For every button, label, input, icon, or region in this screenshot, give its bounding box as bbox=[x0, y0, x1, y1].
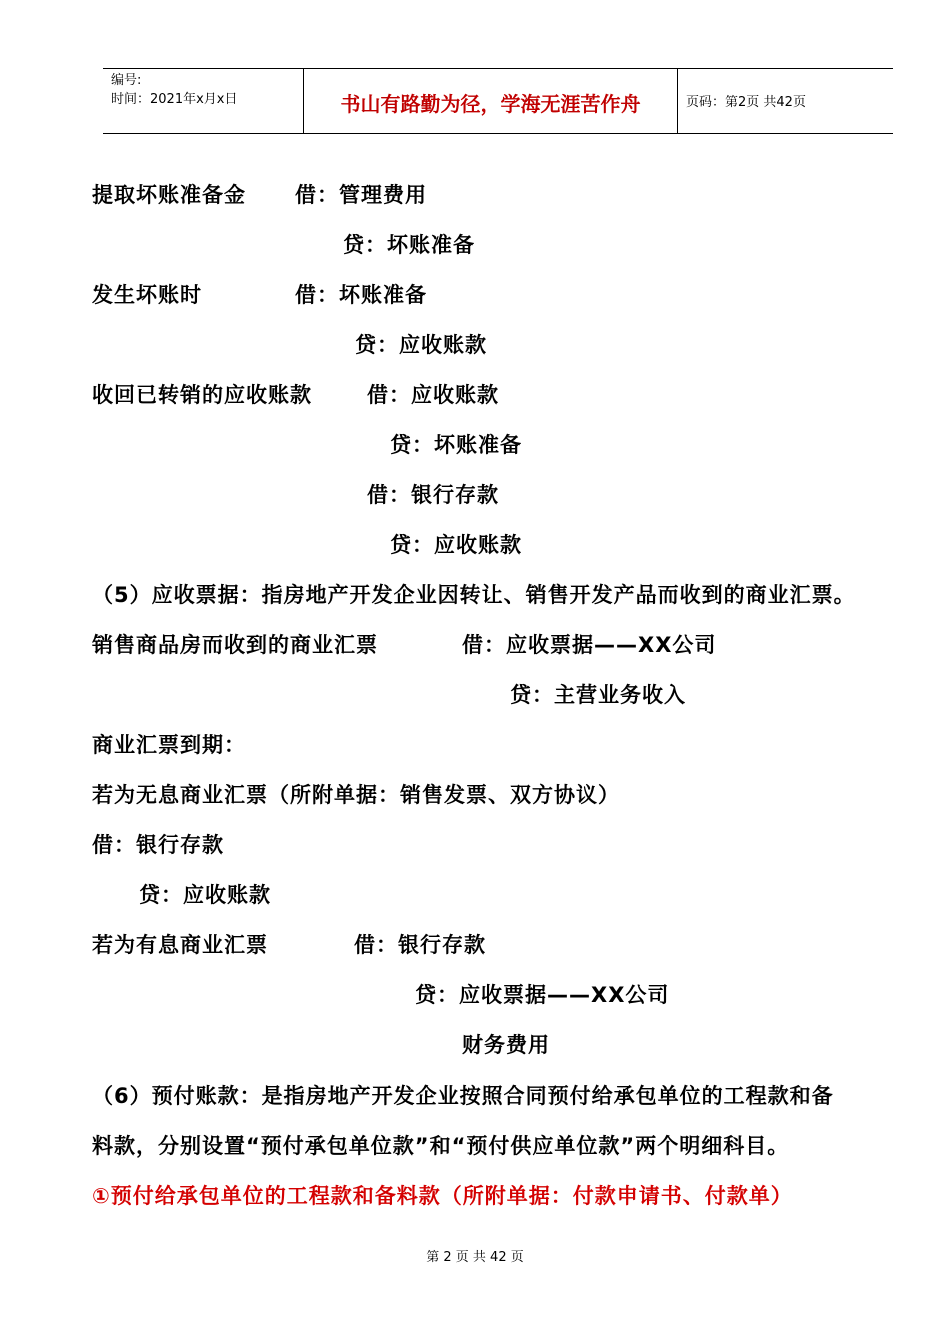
line-bad-debt-occur bbox=[92, 279, 427, 309]
debit-entry: 借：应收账款 bbox=[367, 383, 499, 407]
line-label: 若为有息商业汇票 bbox=[92, 933, 268, 957]
credit-entry: 贷：应收账款 bbox=[355, 333, 487, 357]
header-right-cell bbox=[678, 69, 893, 133]
section-prepayments: （6）预付账款：是指房地产开发企业按照合同预付给承包单位的工程款和备 bbox=[92, 1084, 834, 1108]
motto: 书山有路勤为径，学海无涯苦作舟 bbox=[340, 92, 641, 116]
section-notes-receivable: （5）应收票据：指房地产开发企业因转让、销售开发产品而收到的商业汇票。 bbox=[92, 583, 856, 607]
page-info: 页码：第2页 共42页 bbox=[686, 95, 806, 110]
line-commercial-bill bbox=[92, 629, 717, 659]
line-non-interest-bill: 若为无息商业汇票（所附单据：销售发票、双方协议） bbox=[92, 783, 620, 807]
header-motto-cell bbox=[304, 69, 678, 133]
header-left-cell bbox=[103, 69, 304, 133]
debit-entry: 借：银行存款 bbox=[92, 833, 224, 857]
credit-entry: 贷：应收票据——XX公司 bbox=[415, 983, 670, 1007]
credit-entry: 贷：坏账准备 bbox=[390, 433, 522, 457]
line-label: 收回已转销的应收账款 bbox=[92, 383, 312, 407]
line-label: 销售商品房而收到的商业汇票 bbox=[92, 633, 378, 657]
line-label: 发生坏账时 bbox=[92, 283, 202, 307]
page-header bbox=[103, 68, 893, 134]
debit-entry: 借：管理费用 bbox=[295, 183, 427, 207]
debit-entry: 借：应收票据——XX公司 bbox=[462, 633, 717, 657]
line-label: 提取坏账准备金 bbox=[92, 183, 246, 207]
line-bill-maturity: 商业汇票到期： bbox=[92, 733, 246, 757]
time-label: 时间：2021年x月x日 bbox=[111, 92, 238, 107]
page-footer: 第 2 页 共 42 页 bbox=[426, 1250, 524, 1265]
credit-entry: 贷：坏账准备 bbox=[343, 233, 475, 257]
credit-entry-finance-expense: 财务费用 bbox=[462, 1033, 550, 1057]
credit-entry: 贷：应收账款 bbox=[139, 883, 271, 907]
serial-label: 编号: bbox=[111, 73, 142, 88]
line-bad-debt-provision bbox=[92, 179, 427, 209]
credit-entry: 贷：应收账款 bbox=[390, 533, 522, 557]
debit-entry: 借：银行存款 bbox=[354, 933, 486, 957]
section-prepayments-continued: 料款，分别设置“预付承包单位款”和“预付供应单位款”两个明细科目。 bbox=[92, 1134, 790, 1158]
line-recover-written-off bbox=[92, 379, 499, 409]
debit-entry: 借：银行存款 bbox=[367, 483, 499, 507]
debit-entry: 借：坏账准备 bbox=[295, 283, 427, 307]
highlight-item-1: ①预付给承包单位的工程款和备料款（所附单据：付款申请书、付款单） bbox=[92, 1184, 793, 1208]
credit-entry: 贷：主营业务收入 bbox=[510, 683, 686, 707]
line-interest-bill bbox=[92, 929, 486, 959]
